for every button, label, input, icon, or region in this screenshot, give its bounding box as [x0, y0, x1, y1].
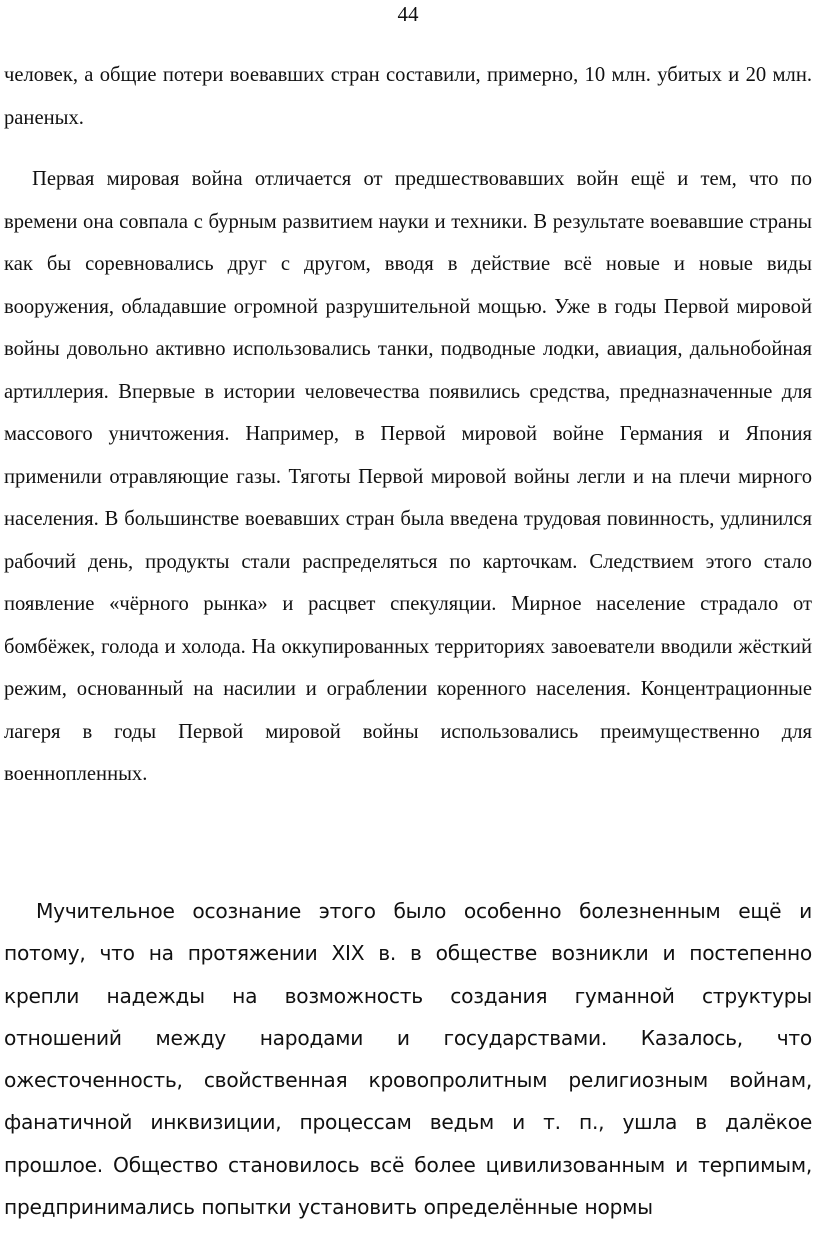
paragraph-painful-realization: Мучительное осознание этого было особенно болезненным ещё и потому, что на протяжении XIX в. в обществе возникли и постепенно крепли надежды на возможность создания гуманной структуры отношений между народами и государствами. Казалось, что ожесточенность, свойственная кровопролитным религиозным войнам, фанатичной инквизиции, процессам ведьм и т. п., ушла в далёкое прошлое. Общество становилось всё более цивилизованным и терпимым, предпринимались попытки установить определённые нормы — [4, 899, 812, 1220]
paragraph-wwi-technology: Первая мировая война отличается от предшествовавших войн ещё и тем, что по времени она совпала с бурным развитием науки и техники. В результате воевавшие страны как бы соревновались друг с другом, вводя в действие всё новые и новые виды вооружения, обладавшие огромной разрушительной мощью. Уже в годы Первой мировой войны довольно активно использовались танки, подводные лодки, авиация, дальнобойная артиллерия. Впервые в истории человечества появились средства, предназначенные для массового уничтожения. Например, в Первой мировой войне Германия и Япония применили отравляющие газы. Тяготы Первой мировой войны легли и на плечи мирного населения. В большинстве воевавших стран была введена трудовая повинность, удлинился рабочий день, продукты стали распределяться по карточкам. Следствием этого стало появление «чёрного рынка» и расцвет спекуляции. Мирное население страдало от бомбёжек, голода и холода. На оккупированных территориях завоеватели вводили жёсткий режим, основанный на насилии и ограблении коренного населения. Концентрационные лагеря в годы Первой мировой войны использовались преимущественно для военнопленных. — [4, 168, 812, 785]
paragraph-continuation: человек, а общие потери воевавших стран составили, примерно, 10 млн. убитых и 20 млн. раненых. — [4, 64, 812, 129]
page-number: 44 — [397, 2, 419, 26]
